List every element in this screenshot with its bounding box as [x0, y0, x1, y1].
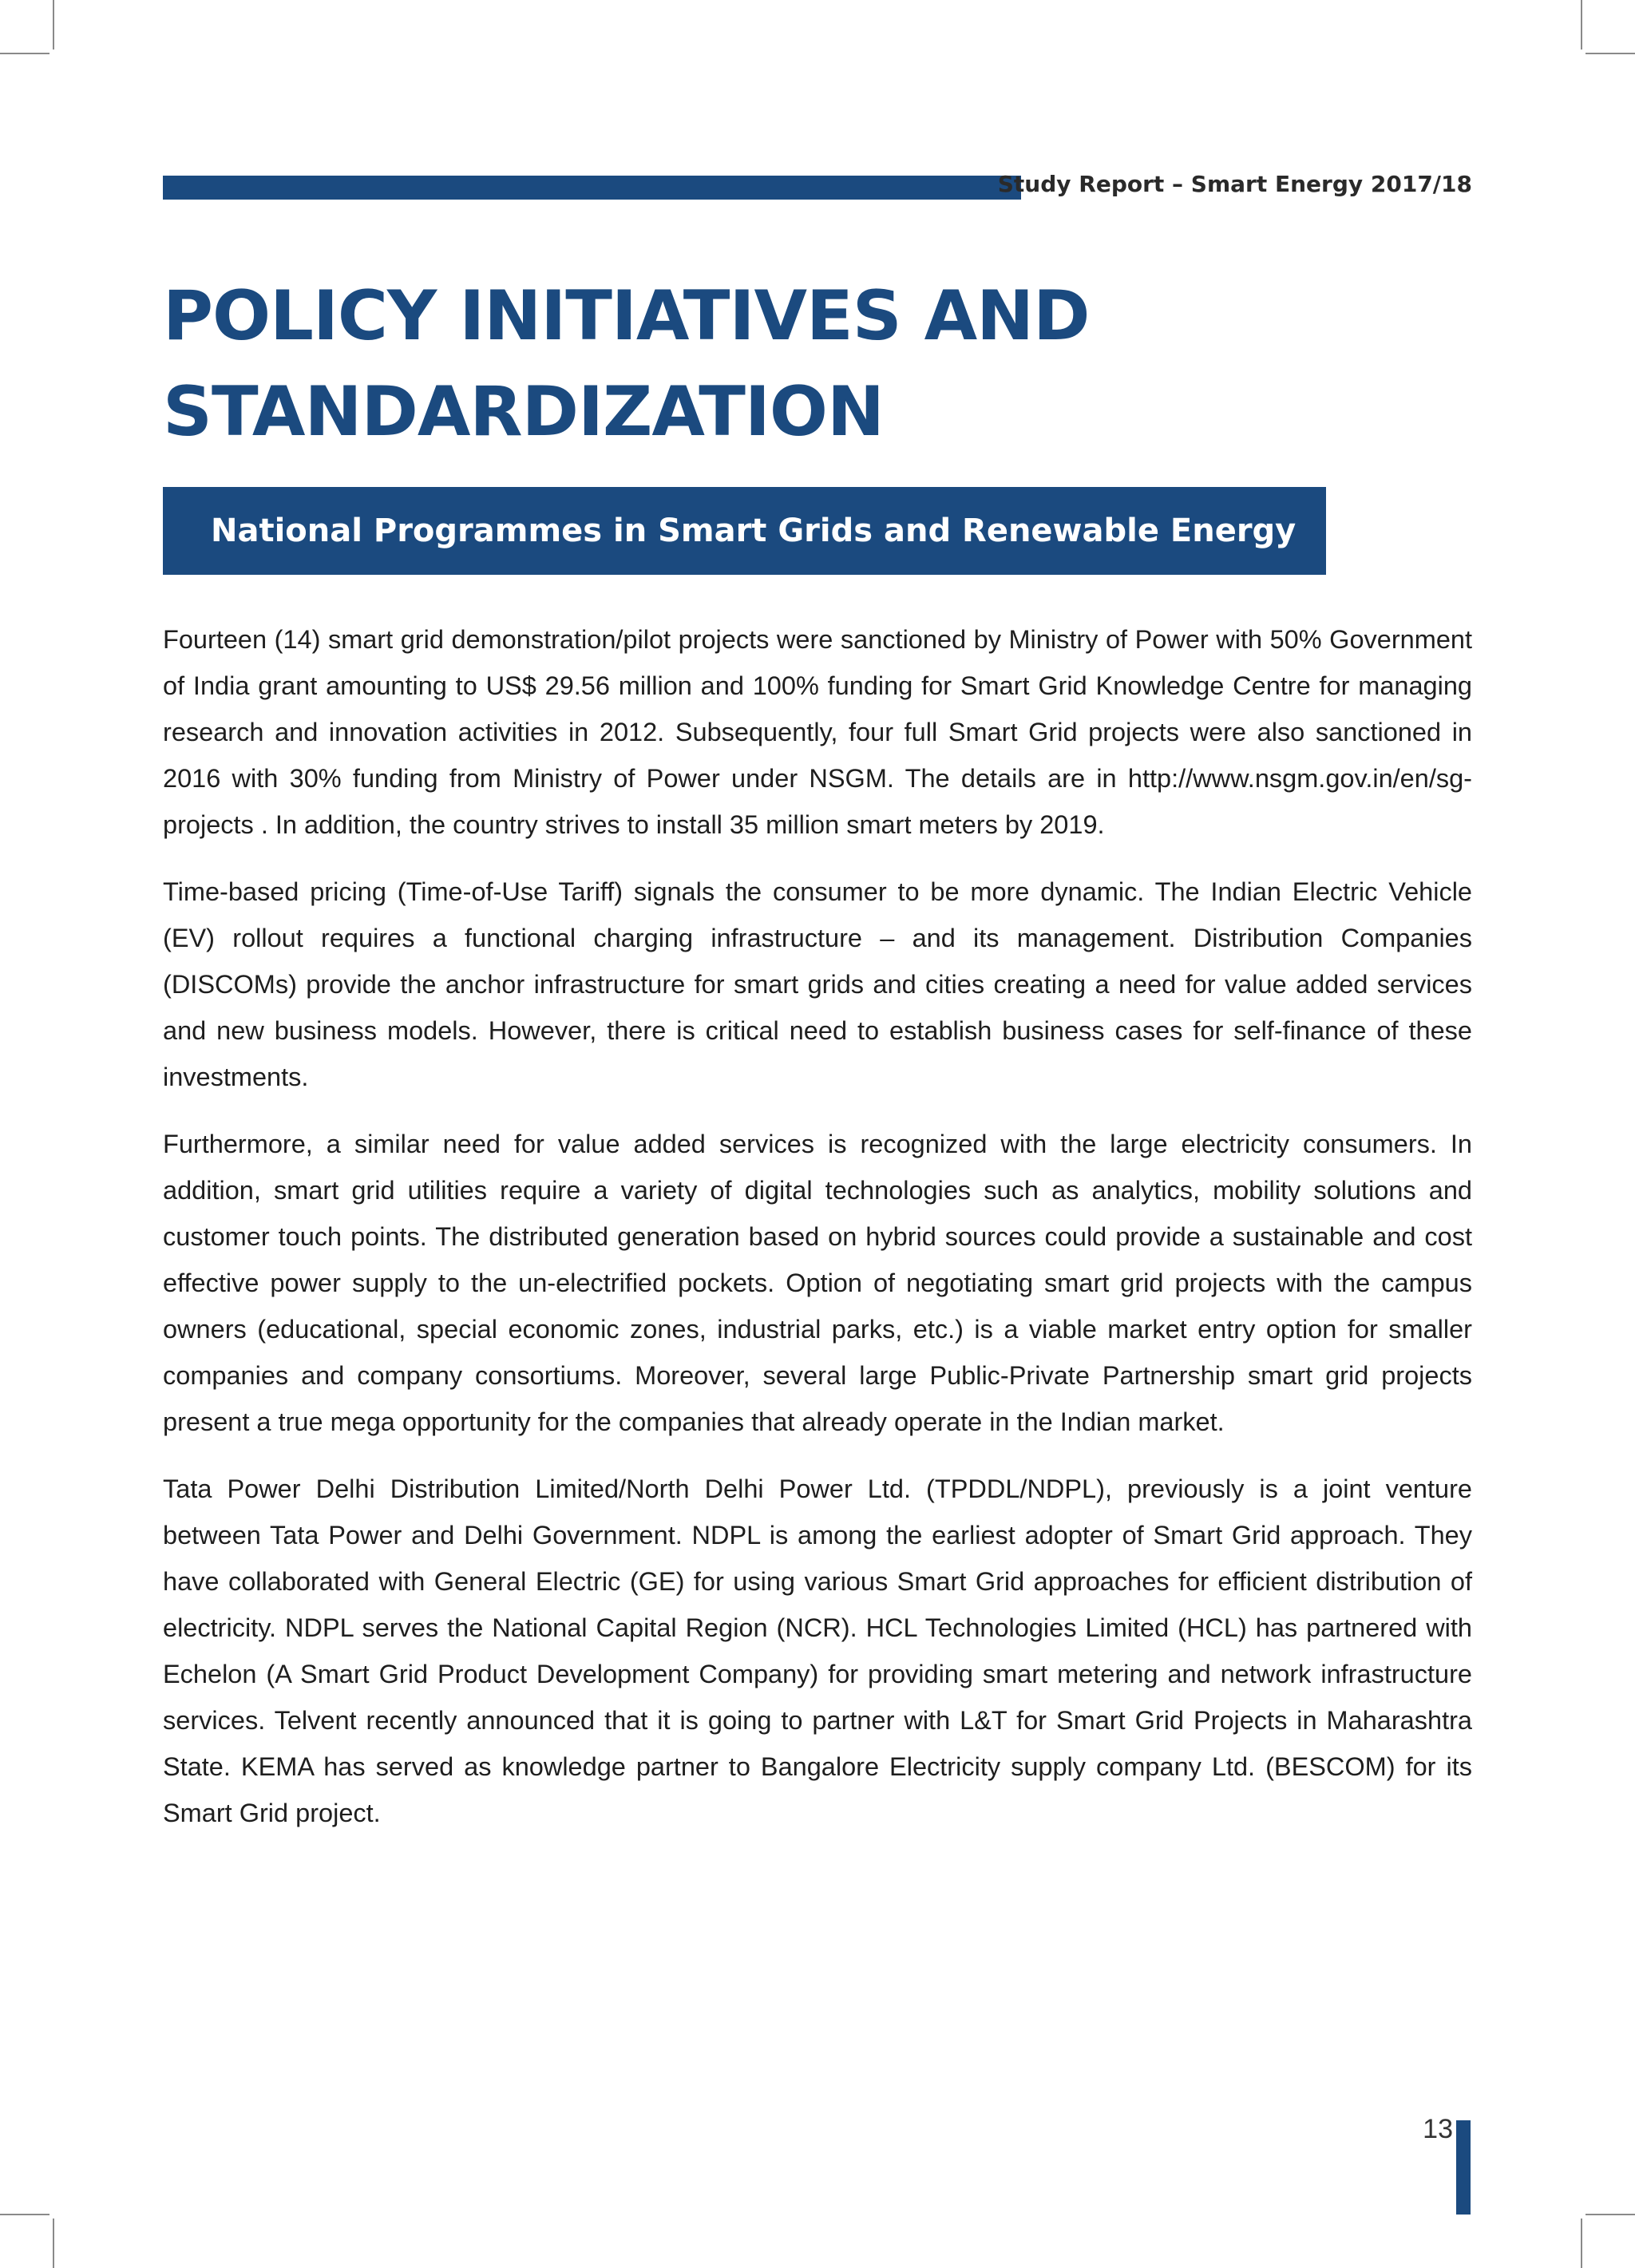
page-title-line-2: STANDARDIZATION	[163, 372, 884, 452]
running-header-title: Study Report – Smart Energy 2017/18	[997, 171, 1472, 197]
page-number-marker	[1456, 2120, 1471, 2215]
crop-mark	[1581, 2219, 1582, 2268]
crop-mark	[0, 53, 49, 54]
crop-mark	[1586, 53, 1635, 54]
page-title	[163, 268, 1360, 460]
paragraph: Tata Power Delhi Distribution Limited/North Delhi Power Ltd. (TPDDL/NDPL), previously is a joint venture between Tata Power and Delhi Government. NDPL is among the earliest adopter of Smart Grid approach. They have collaborated with General Electric (GE) for using various Smart Grid approaches for efficient distribution of electricity. NDPL serves the National Capital Region (NCR). HCL Technologies Limited (HCL) has partnered with Echelon (A Smart Grid Product Development Company) for providing smart metering and network infrastructure services. Telvent recently announced that it is going to partner with L&T for Smart Grid Projects in Maharashtra State. KEMA has served as knowledge partner to Bangalore Electricity supply company Ltd. (BESCOM) for its Smart Grid project.	[163, 1474, 1472, 1827]
paragraph: Furthermore, a similar need for value added services is recognized with the large electricity consumers. In addition, smart grid utilities require a variety of digital technologies such as analytics, mobility solutions and customer touch points. The distributed generation based on hybrid sources could provide a sustainable and cost effective power supply to the un-electrified pockets. Option of negotiating smart grid projects with the campus owners (educational, special economic zones, industrial parks, etc.) is a viable market entry option for smaller companies and company consortiums. Moreover, several large Public-Private Partnership smart grid projects present a true mega opportunity for the companies that already operate in the Indian market.	[163, 1130, 1472, 1436]
crop-mark	[53, 0, 54, 49]
crop-mark	[1581, 0, 1582, 49]
header-accent-bar	[163, 176, 1021, 200]
crop-mark	[53, 2219, 54, 2268]
crop-mark	[0, 2214, 49, 2215]
body-text	[163, 616, 1472, 1857]
paragraph: Time-based pricing (Time-of-Use Tariff) signals the consumer to be more dynamic. The Indian Electric Vehicle (EV) rollout requires a functional charging infrastructure – and its management. Distribution Companies (DISCOMs) provide the anchor infrastructure for smart grids and cities creating a need for value added services and new business models. However, there is critical need to establish business cases for self-finance of these investments.	[163, 877, 1472, 1091]
paragraph: Fourteen (14) smart grid demonstration/pilot projects were sanctioned by Ministry of Power with 50% Government of India grant amounting to US$ 29.56 million and 100% funding for Smart Grid Knowledge Centre for managing research and innovation activities in 2012. Subsequently, four full Smart Grid projects were also sanctioned in 2016 with 30% funding from Ministry of Power under NSGM. The details are in http://www.nsgm.gov.in/en/sg-projects . In addition, the country strives to install 35 million smart meters by 2019.	[163, 625, 1472, 839]
section-heading-band	[163, 487, 1326, 575]
crop-mark	[1586, 2214, 1635, 2215]
page-number: 13	[1423, 2114, 1453, 2144]
page-title-line-1: POLICY INITIATIVES AND	[163, 276, 1090, 356]
section-heading: National Programmes in Smart Grids and Renewable Energy	[211, 513, 1297, 549]
